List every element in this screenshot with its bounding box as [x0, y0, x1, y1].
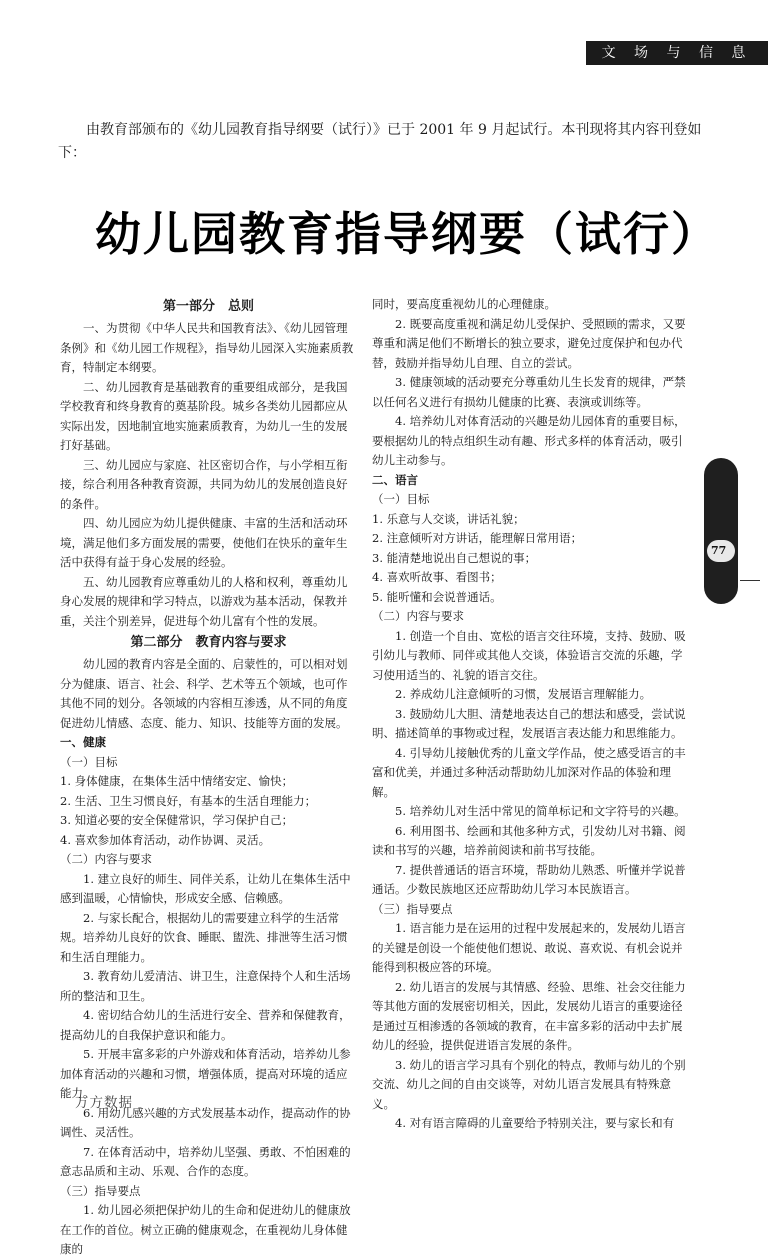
- paragraph: 3. 鼓励幼儿大胆、清楚地表达自己的想法和感受，尝试说明、描述简单的事物或过程，发展语言表达能力和思维能力。: [372, 706, 686, 740]
- list-item: （二）内容与要求: [372, 609, 464, 623]
- subsection-heading: 一、健康: [60, 735, 106, 749]
- section-banner: 文 场 与 信 息: [586, 41, 768, 65]
- list-item: （一）目标: [372, 492, 430, 506]
- paragraph: 6. 利用图书、绘画和其他多种方式，引发幼儿对书籍、阅读和书写的兴趣，培养前阅读和前书写技能。: [372, 823, 686, 857]
- list-item: 2. 生活、卫生习惯良好，有基本的生活自理能力；: [60, 793, 317, 808]
- paragraph: 1. 建立良好的师生、同伴关系，让幼儿在集体生活中感到温暖，心情愉快，形成安全感、信赖感。: [60, 871, 351, 905]
- paragraph: 二、幼儿园教育是基础教育的重要组成部分，是我国学校教育和终身教育的奠基阶段。城乡各类幼儿园都应从实际出发，因地制宜地实施素质教育，为幼儿一生的发展打好基础。: [60, 379, 348, 452]
- intro-paragraph: 由教育部颁布的《幼儿园教育指导纲要（试行）》已于 2001 年 9 月起试行。本刊现将其内容刊登如下：: [58, 122, 702, 161]
- paragraph: 3. 幼儿的语言学习具有个别化的特点，教师与幼儿的个别交流、幼儿之间的自由交谈等，对幼儿语言发展具有特殊意义。: [372, 1057, 686, 1111]
- list-item: 1. 乐意与人交谈，讲话礼貌；: [372, 511, 525, 526]
- paragraph: 五、幼儿园教育应尊重幼儿的人格和权利，尊重幼儿身心发展的规律和学习特点，以游戏为基本活动，保教并重，关注个别差异，促进每个幼儿富有个性的发展。: [60, 574, 348, 628]
- page-tab: [704, 458, 738, 604]
- list-item: （一）目标: [60, 754, 118, 769]
- page-number: 77: [711, 544, 727, 557]
- paragraph: 6. 用幼儿感兴趣的方式发展基本动作，提高动作的协调性、灵活性。: [60, 1105, 351, 1139]
- paragraph: 3. 健康领域的活动要充分尊重幼儿生长发育的规律，严禁以任何名义进行有损幼儿健康的比赛、表演或训练等。: [372, 375, 686, 409]
- paragraph: 四、幼儿园应为幼儿提供健康、丰富的生活和活动环境，满足他们多方面发展的需要，使他们在快乐的童年生活中获得有益于身心发展的经验。: [60, 516, 348, 569]
- paragraph: 三、幼儿园应与家庭、社区密切合作，与小学相互衔接，综合利用各种教育资源，共同为幼儿的发展创造良好的条件。: [60, 457, 348, 511]
- paragraph: 2. 幼儿语言的发展与其情感、经验、思维、社会交往能力等其他方面的发展密切相关，因此，发展幼儿语言的重要途径是通过互相渗透的各领域的教育，在丰富多彩的活动中去扩展幼儿的经验，提供促进语言发展的条件。: [372, 979, 686, 1052]
- paragraph: 4. 密切结合幼儿的生活进行安全、营养和保健教育，提高幼儿的自我保护意识和能力。: [60, 1008, 351, 1042]
- paragraph: 3. 教育幼儿爱清洁、讲卫生，注意保持个人和生活场所的整洁和卫生。: [60, 969, 351, 1003]
- section-heading: 第二部分 教育内容与要求: [130, 635, 287, 650]
- paragraph: 1. 幼儿园必须把保护幼儿的生命和促进幼儿的健康放在工作的首位。树立正确的健康观念，在重视幼儿身体健康的: [60, 1203, 351, 1256]
- subsection-heading: 二、语言: [372, 472, 418, 487]
- paragraph: 7. 提供普通话的语言环境，帮助幼儿熟悉、听懂并学说普通话。少数民族地区还应帮助幼儿学习本民族语言。: [372, 862, 686, 896]
- list-item: 3. 知道必要的安全保健常识，学习保护自己；: [60, 813, 294, 827]
- paragraph: 2. 养成幼儿注意倾听的习惯，发展语言理解能力。: [395, 687, 652, 701]
- paragraph: 4. 引导幼儿接触优秀的儿童文学作品，使之感受语言的丰富和优美，并通过多种活动帮助幼儿加深对作品的体验和理解。: [372, 745, 686, 799]
- list-item: （三）指导要点: [60, 1183, 141, 1198]
- section-heading: 第一部分 总则: [162, 299, 254, 314]
- left-column: [60, 295, 357, 1260]
- paragraph: 1. 语言能力是在运用的过程中发展起来的，发展幼儿语言的关键是创设一个能使他们想说、敢说、喜欢说、有机会说并能得到积极应答的环境。: [372, 921, 686, 974]
- list-item: 4. 喜欢参加体育活动，动作协调、灵活。: [60, 832, 271, 847]
- paragraph: 2. 与家长配合，根据幼儿的需要建立科学的生活常规。培养幼儿良好的饮食、睡眠、盥洗、排泄等生活习惯和生活自理能力。: [60, 910, 348, 964]
- list-item: 1. 身体健康，在集体生活中情绪安定、愉快；: [60, 774, 294, 788]
- paragraph: 5. 开展丰富多彩的户外游戏和体育活动，培养幼儿参加体育活动的兴趣和习惯，增强体质，提高对环境的适应能力。: [60, 1047, 351, 1100]
- right-column: [372, 295, 692, 1134]
- list-item: 4. 喜欢听故事、看图书；: [372, 570, 502, 584]
- paragraph: 2. 既要高度重视和满足幼儿受保护、受照顾的需求，又要尊重和满足他们不断增长的独立要求，避免过度保护和包办代替，鼓励并指导幼儿自理、自立的尝试。: [372, 316, 686, 370]
- paragraph: 一、为贯彻《中华人民共和国教育法》、《幼儿园管理条例》和《幼儿园工作规程》，指导幼儿园深入实施素质教育，特制定本纲要。: [60, 321, 354, 374]
- paragraph: 4. 对有语言障碍的儿童要给予特别关注，要与家长和有: [395, 1116, 675, 1130]
- footer-watermark: 万方数据: [75, 1095, 133, 1111]
- paragraph: 幼儿园的教育内容是全面的、启蒙性的，可以相对划分为健康、语言、社会、科学、艺术等五个领域，也可作其他不同的划分。各领域的内容相互渗透，从不同的角度促进幼儿情感、态度、能力、知识、技能等方面的发展。: [60, 657, 348, 730]
- page-title: 幼儿园教育指导纲要（试行）: [95, 207, 719, 261]
- list-item: 同时，要高度重视幼儿的心理健康。: [372, 297, 556, 311]
- paragraph: 1. 创造一个自由、宽松的语言交往环境，支持、鼓励、吸引幼儿与教师、同伴或其他人交谈，体验语言交流的乐趣，学习使用适当的、礼貌的语言交往。: [372, 628, 686, 682]
- list-item: （三）指导要点: [372, 901, 453, 916]
- paragraph: 4. 培养幼儿对体育活动的兴趣是幼儿园体育的重要目标，要根据幼儿的特点组织生动有趣、形式多样的体育活动，吸引幼儿主动参与。: [372, 414, 686, 467]
- list-item: 2. 注意倾听对方讲话，能理解日常用语；: [372, 531, 583, 545]
- paragraph: 5. 培养幼儿对生活中常见的简单标记和文字符号的兴趣。: [395, 804, 686, 818]
- paragraph: 7. 在体育活动中，培养幼儿坚强、勇敢、不怕困难的意志品质和主动、乐观、合作的态度。: [60, 1144, 351, 1178]
- margin-rule: [740, 580, 760, 581]
- list-item: 3. 能清楚地说出自己想说的事；: [372, 550, 537, 565]
- list-item: 5. 能听懂和会说普通话。: [372, 589, 502, 604]
- list-item: （二）内容与要求: [60, 852, 152, 866]
